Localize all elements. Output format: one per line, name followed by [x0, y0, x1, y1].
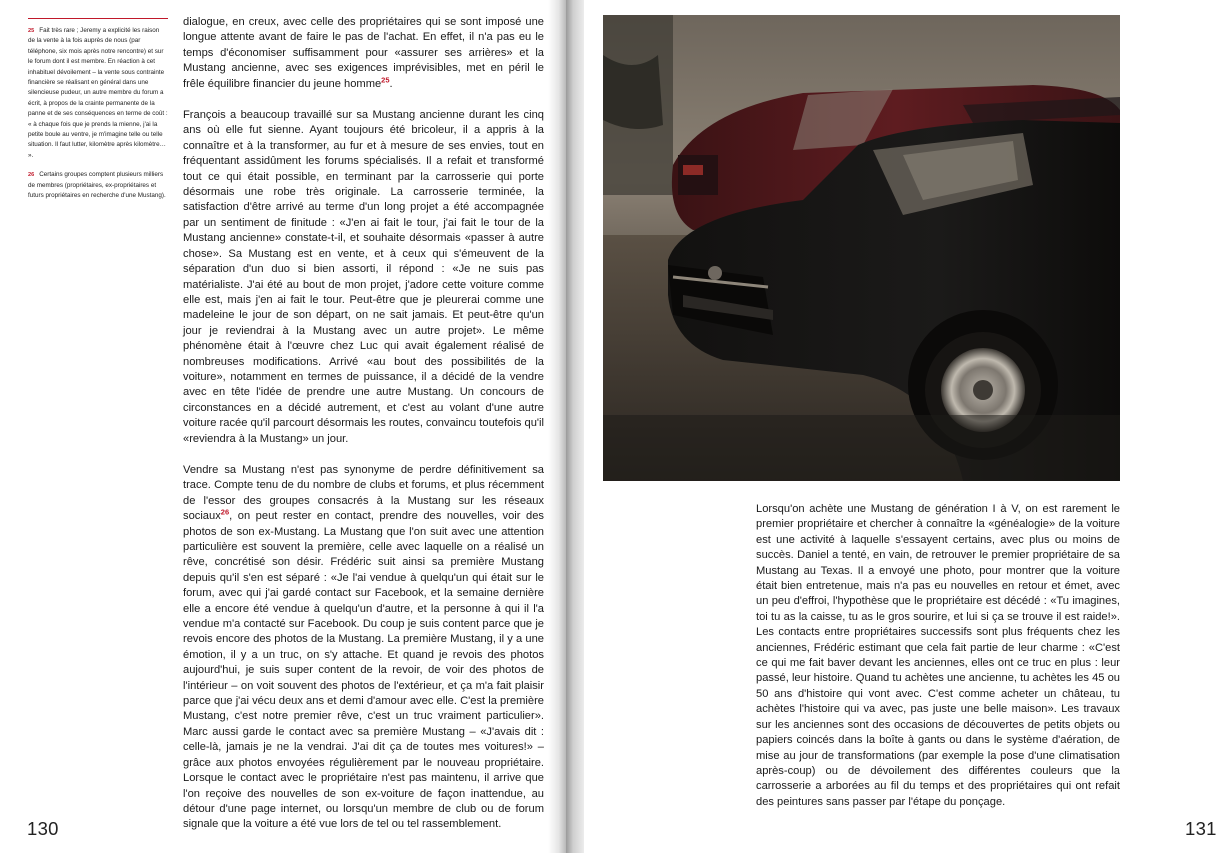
footnote-ref: 25 — [381, 74, 390, 84]
page-number-right: 131 — [1185, 818, 1217, 839]
mustang-photo — [603, 15, 1120, 481]
left-body-column — [183, 15, 544, 849]
paragraph-text: Vendre sa Mustang n'est pas synonyme de perdre définitivement sa trace. Compte tenu de du nombre de clubs et forums, et plus récemment de l'essor des groupes consacrés à la Mustang sur les réseaux sociaux — [183, 463, 544, 523]
paragraph-text: , on peut rester en contact, prendre des nouvelles, voir des photos de son ex-Mustang. La Mustang que l'on suit avec une attention particulière est souvent la première, celle avec laquelle on a réalisé un rêve, concrétisé son désir. Frédéric suit ainsi sa première Mustang depuis qu'il s'en est séparé : «Je l'ai vendue à quelqu'un qui était sur le forum, avec qui j'ai gardé contact sur Facebook, et la semaine dernière elle a encore été vendue à quelqu'un d'autre, et la personne à qui il l'a vendue m'a contacté sur Facebook. Du coup je suis content parce que je revois encore des photos de la Mustang. La première Mustang, il y a une émotion, il y a un truc, on s'y attache. Et quand je revois des photos aujourd'hui, je suis super content de la revoir, de voir des photos de l'intérieur – on voit souvent des photos de l'extérieur, et ça m'a fait plaisir parce que j'ai vécu deux ans et demi d'amour avec elle. C'est la première Mustang, c'est notre premier rêve, c'est un truc vraiment particulier». Marc aussi garde le contact avec sa première Mustang – «J'avais dit : celle-là, jamais je ne la vendrai. J'ai dit ça de toutes mes voitures!» – grâce aux photos envoyées régulièrement par le nouveau propriétaire. Lorsque le contact avec le propriétaire n'est pas maintenu, il arrive que l'on reçoive des nouvelles de son ex-voiture de façon inattendue, au détour d'une page internet, ou lorsqu'un membre de club ou de forum signale que la voiture a été vue lors de tel ou tel rassemblement. — [183, 510, 544, 831]
sidenote-text: Fait très rare ; Jeremy a explicité les raison de la vente à la fois auprès de nous (par téléphone, six mois après notre rencontre) et sur le forum dont il est membre. En réaction à cet inhabituel dévoilement – la vente sous contrainte financière se réalisant en général dans une silencieuse pudeur, un autre membre du forum a écrit, à propos de la crainte permanente de la panne et de ses conséquences en terme de coût : « à chaque fois que je prends la mienne, j'ai la petite boule au ventre, je m'imagine telle ou telle situation. Il faut lutter, kilomètre après kilomètre… ». — [28, 27, 168, 159]
sidenote-number: 25 — [28, 28, 35, 34]
sidenote — [28, 26, 168, 161]
sidenotes — [28, 18, 168, 211]
paragraph-text: . — [389, 77, 393, 90]
sidenote-number: 26 — [28, 172, 35, 179]
gutter-fold — [566, 0, 584, 853]
mustang-photo-illustration — [603, 15, 1120, 481]
gutter-shadow — [548, 0, 566, 853]
paragraph — [183, 463, 544, 833]
sidenote — [28, 170, 168, 201]
sidenote-text: Certains groupes comptent plusieurs milliers de membres (propriétaires, ex-propriétaires et futurs propriétaires en recherche d'une Mustang). — [28, 171, 166, 200]
footnote-ref: 26 — [220, 507, 230, 517]
paragraph-text: François a beaucoup travaillé sur sa Mustang ancienne durant les cinq ans où elle fut sienne. Ayant toujours été bricoleur, il a appris à la connaître et à la transformer, au fur et à mesure de ses envies, tout en fréquentant assidûment les forums spécialisés. Il a refait et transformé tout ce qui était possible, en terminant par la carrosserie qui porte désormais une robe très originale. La carrosserie terminée, la satisfaction d'être arrivé au terme d'un long projet a été accompagnée par un sentiment de finitude : «J'en ai fait le tour, j'ai fait le tour de la Mustang ancienne» constate-t-il, et souhaite désormais «passer à autre chose». Sa Mustang est en vente, et à ceux qui s'émeuvent de la séparation d'un duo si bien assorti, il répond : «Je ne suis pas matérialiste. J'ai été au bout de mon projet, j'adore cette voiture comme elle est, mais j'en ai fait le tour. Peut-être que je pleurerai comme une madeleine le jour de son départ, on ne sait jamais. Et peut-être qu'un jour je reviendrai à la Mustang avec un autre projet». Le même phénomène était à l'œuvre chez Luc qui avait également réalisé de nombreuses modifications. Arrivé «au bout des possibilités de la voiture», notamment en termes de puissance, il a décidé de la vendre avec en tête l'idée de prendre une autre Mustang. Un concours de circonstances en a décidé autrement, et c'est au volant d'une autre voiture racée qu'il parcourt désormais les routes, convaincu toutefois qu'il «reviendra à la Mustang» un jour. — [183, 109, 544, 445]
paragraph-text: dialogue, en creux, avec celle des propriétaires qui se sont imposé une longue attente avant de faire le pas de l'achat. En effet, il n'a pas eu le temps d'économiser suffisamment pour «assurer ses arrières» et la Mustang ancienne, avec ses exigences imprévisibles, met en péril le frêle équilibre financier du jeune homme — [183, 16, 544, 90]
paragraph: Lorsqu'on achète une Mustang de génération I à V, on est rarement le premier propriétaire et chercher à connaître la «généalogie» de la voiture est une activité à laquelle s'essayent certains, avec plus ou moins de succès. Daniel a tenté, en vain, de retrouver le premier propriétaire de sa Mustang au Texas. Il a envoyé une photo, pour montrer que la voiture était bien entretenue, mais n'a pas eu nouvelles en retour et émet, avec un peu d'effroi, l'hypothèse que le propriétaire est décédé : «Tu imagines, toi tu as la caisse, tu as le gros sourire, et lui si ça se trouve il est raide!». Les contacts entre propriétaires successifs sont plus fréquents chez les anciennes, Frédéric estimant que cela fait partie de leur charme : «C'est ce qui me fait baver devant les anciennes, elles ont ce truc en plus : leur passé, leur histoire. Quand tu achètes une ancienne, tu achètes les 45 ou 50 ans d'histoire qui vont avec. C'est comme acheter un château, tu achètes l'histoire qui va avec, pas juste une belle maison». Les travaux sur les anciennes sont des occasions de découvertes de petits objets ou papiers coincés dans la boîte à gants ou dans le système d'aération, de mise au jour de transformations (par exemple la pose d'une climatisation après-coup) ou de dévoilement des différentes couleurs que la carrosserie a arborées au fil du temps et des propriétaires qui ont refait des peintures sans passer par l'étape du ponçage. — [756, 503, 1120, 808]
paragraph — [183, 108, 544, 447]
paragraph — [183, 15, 544, 92]
left-page — [0, 0, 566, 853]
right-body-column — [756, 502, 1120, 826]
page-number-left: 130 — [27, 818, 59, 839]
